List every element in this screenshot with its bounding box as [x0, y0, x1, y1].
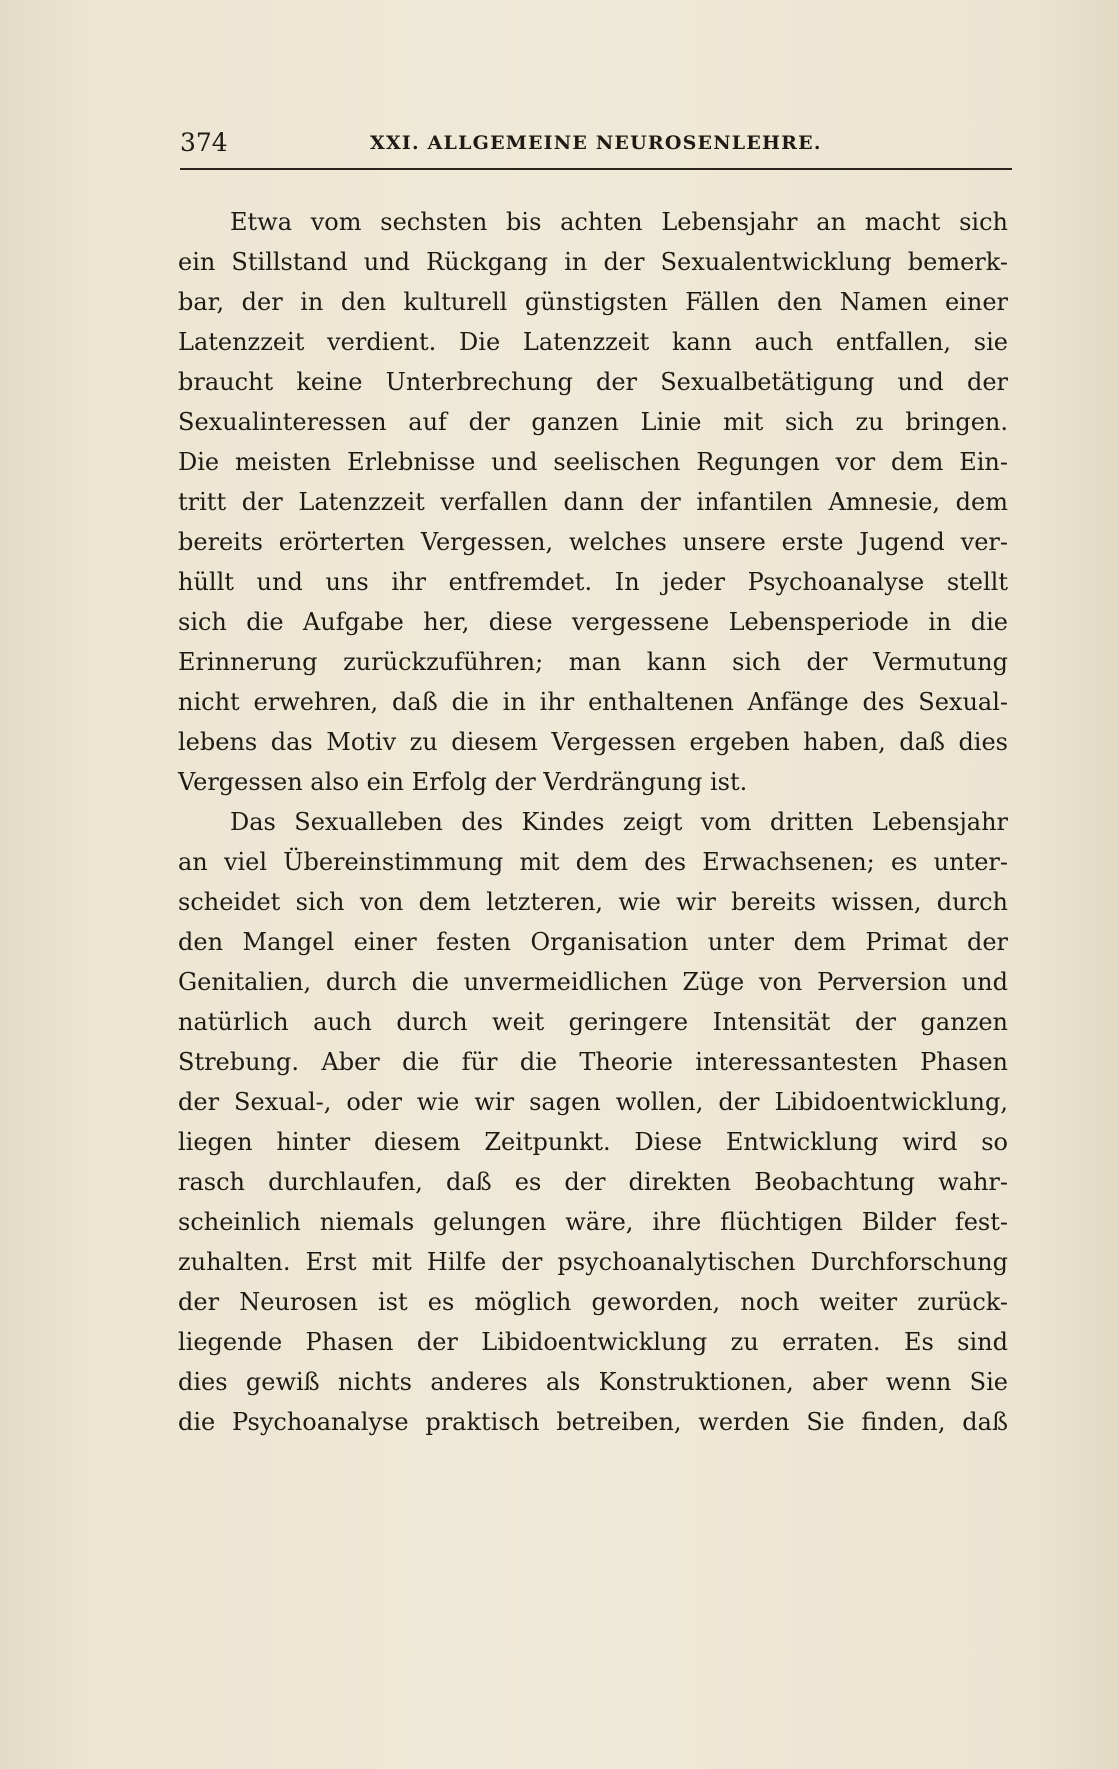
text-line: bereits erörterten Vergessen, welches unsere erste Jugend ver-	[178, 528, 1008, 556]
text-line: Die meisten Erlebnisse und seelischen Regungen vor dem Ein-	[178, 448, 1008, 476]
text-line: hüllt und uns ihr entfremdet. In jeder Psychoanalyse stellt	[178, 568, 1008, 596]
text-line: scheidet sich von dem letzteren, wie wir bereits wissen, durch	[178, 888, 1008, 916]
text-line: den Mangel einer festen Organisation unter dem Primat der	[178, 928, 1008, 956]
text-line: zuhalten. Erst mit Hilfe der psychoanalytischen Durchforschung	[178, 1248, 1008, 1276]
text-line: bar, der in den kulturell günstigsten Fällen den Namen einer	[178, 288, 1008, 316]
body-text	[178, 202, 1008, 1442]
text-line: Strebung. Aber die für die Theorie interessantesten Phasen	[178, 1048, 1008, 1076]
text-line: Erinnerung zurückzuführen; man kann sich der Vermutung	[178, 648, 1008, 676]
text-line: lebens das Motiv zu diesem Vergessen ergeben haben, daß dies	[178, 728, 1008, 756]
text-line: ein Stillstand und Rückgang in der Sexualentwicklung bemerk-	[178, 248, 1008, 276]
text-line: dies gewiß nichts anderes als Konstruktionen, aber wenn Sie	[178, 1368, 1008, 1396]
text-line: rasch durchlaufen, daß es der direkten Beobachtung wahr-	[178, 1168, 1008, 1196]
text-line: scheinlich niemals gelungen wäre, ihre flüchtigen Bilder fest-	[178, 1208, 1008, 1236]
text-line: der Neurosen ist es möglich geworden, noch weiter zurück-	[178, 1288, 1008, 1316]
text-line: liegende Phasen der Libidoentwicklung zu erraten. Es sind	[178, 1328, 1008, 1356]
text-line: tritt der Latenzzeit verfallen dann der infantilen Amnesie, dem	[178, 488, 1008, 516]
page-number: 374	[180, 128, 228, 157]
running-head	[180, 128, 1012, 162]
text-line: Vergessen also ein Erfolg der Verdrängung ist.	[178, 768, 748, 796]
text-line: sich die Aufgabe her, diese vergessene Lebensperiode in die	[178, 608, 1008, 636]
text-line: der Sexual-, oder wie wir sagen wollen, der Libidoentwicklung,	[178, 1088, 1008, 1116]
text-line: Genitalien, durch die unvermeidlichen Züge von Perversion und	[178, 968, 1008, 996]
text-line: Das Sexualleben des Kindes zeigt vom dritten Lebensjahr	[230, 808, 1008, 836]
text-line: natürlich auch durch weit geringere Intensität der ganzen	[178, 1008, 1008, 1036]
text-line: nicht erwehren, daß die in ihr enthaltenen Anfänge des Sexual-	[178, 688, 1008, 716]
running-title: XXI. ALLGEMEINE NEUROSENLEHRE.	[370, 132, 822, 154]
text-line: die Psychoanalyse praktisch betreiben, werden Sie finden, daß	[178, 1408, 1008, 1436]
text-line: Sexualinteressen auf der ganzen Linie mit sich zu bringen.	[178, 408, 1008, 436]
text-line: liegen hinter diesem Zeitpunkt. Diese Entwicklung wird so	[178, 1128, 1008, 1156]
header-rule	[180, 168, 1012, 170]
text-line: an viel Übereinstimmung mit dem des Erwachsenen; es unter-	[178, 848, 1008, 876]
text-line: Latenzzeit verdient. Die Latenzzeit kann auch entfallen, sie	[178, 328, 1008, 356]
text-line: Etwa vom sechsten bis achten Lebensjahr an macht sich	[230, 208, 1008, 236]
text-line: braucht keine Unterbrechung der Sexualbetätigung und der	[178, 368, 1008, 396]
